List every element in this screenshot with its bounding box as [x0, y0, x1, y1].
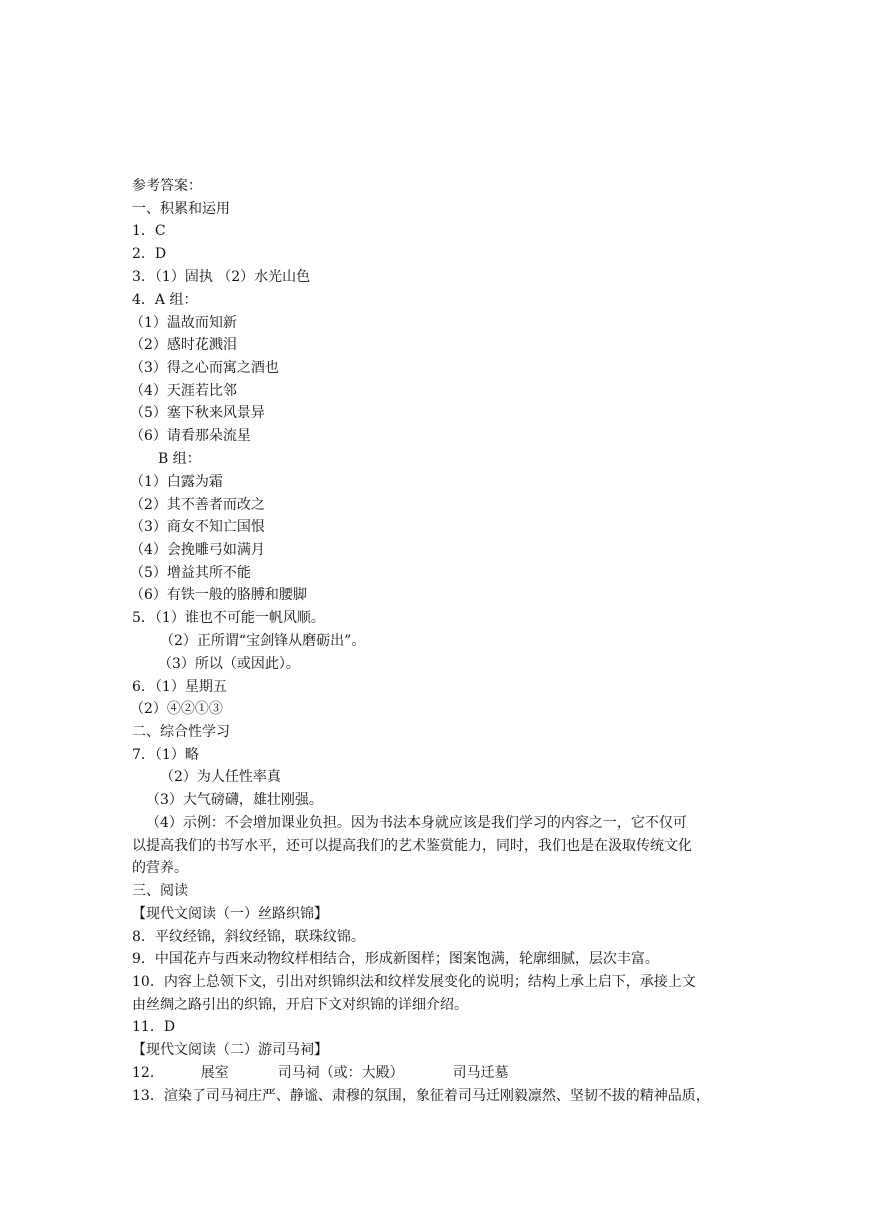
- section-2-title: 二、综合性学习: [132, 724, 230, 740]
- answer-7-4-line3: 的营养。: [132, 860, 188, 876]
- answer-7-1: 7．（1）略: [132, 747, 199, 763]
- answer-4b-4: （4）会挽雕弓如满月: [130, 542, 265, 558]
- answer-11: 11．D: [132, 1019, 176, 1035]
- answer-4b-1: （1）白露为霜: [130, 474, 223, 490]
- answer-12-number: 12．: [132, 1065, 164, 1081]
- answer-2: 2．D: [132, 246, 167, 262]
- answer-4b-heading: B 组：: [158, 451, 201, 467]
- answer-7-4-line1: （4）示例：不会增加课业负担。因为书法本身就应该是我们学习的内容之一，它不仅可: [146, 815, 687, 831]
- answer-3: 3．（1）固执 （2）水光山色: [132, 269, 311, 285]
- answer-5-3: （3）所以（或因此）。: [158, 656, 300, 672]
- answer-4a-6: （6）请看那朵流星: [130, 428, 251, 444]
- answer-12-item-3: 司马迁墓: [452, 1065, 509, 1081]
- answer-10-line1: 10．内容上总领下文，引出对织锦织法和纹样发展变化的说明；结构上承上启下，承接上文: [132, 974, 696, 990]
- answer-10-line2: 由丝绸之路引出的织锦，开启下文对织锦的详细介绍。: [132, 997, 468, 1013]
- answer-12-item-2: 司马祠（或：大殿）: [277, 1065, 404, 1081]
- answer-6-1: 6．（1）星期五: [132, 679, 227, 695]
- answer-4a-4: （4）天涯若比邻: [130, 383, 237, 399]
- reading-1-title: 【现代文阅读（一）丝路织锦】: [132, 906, 328, 922]
- answer-9: 9．中国花卉与西来动物纹样相结合，形成新图样；图案饱满，轮廓细腻，层次丰富。: [132, 951, 659, 967]
- answer-5-2: （2）正所谓“宝剑锋从磨砺出”。: [160, 633, 366, 649]
- answer-12-item-1: 展室: [200, 1065, 229, 1081]
- answer-4a-3: （3）得之心而寓之酒也: [130, 360, 279, 376]
- reading-2-title: 【现代文阅读（二）游司马祠】: [132, 1042, 328, 1058]
- answer-6-2: （2）④②①③: [130, 701, 223, 717]
- answer-7-2: （2）为人任性率真: [160, 769, 281, 785]
- answer-12: [132, 1062, 509, 1084]
- answer-heading: 参考答案：: [132, 178, 202, 194]
- answer-4b-2: （2）其不善者而改之: [130, 497, 265, 513]
- answer-13: 13．渲染了司马祠庄严、静谧、肃穆的氛围，象征着司马迁刚毅凛然、坚韧不拔的精神品质，: [132, 1088, 710, 1104]
- answer-4: 4．A 组：: [132, 292, 198, 308]
- answer-8: 8．平纹经锦，斜纹经锦，联珠纹锦。: [132, 929, 365, 945]
- answer-4b-5: （5）增益其所不能: [130, 565, 251, 581]
- answer-4a-1: （1）温故而知新: [130, 315, 237, 331]
- answer-1: 1．C: [132, 223, 166, 239]
- answer-5-1: 5．（1）谁也不可能一帆风顺。: [132, 610, 325, 626]
- answer-4a-5: （5）塞下秋来风景异: [130, 405, 265, 421]
- answer-7-3: （3）大气磅礴，雄壮刚强。: [146, 792, 323, 808]
- answer-4a-2: （2）感时花溅泪: [130, 337, 237, 353]
- answer-4b-6: （6）有铁一般的胳膊和腰脚: [130, 587, 307, 603]
- section-3-title: 三、阅读: [132, 883, 188, 899]
- section-1-title: 一、积累和运用: [132, 201, 230, 217]
- answer-7-4-line2: 以提高我们的书写水平，还可以提高我们的艺术鉴赏能力，同时，我们也是在汲取传统文化: [132, 838, 692, 854]
- answer-4b-3: （3）商女不知亡国恨: [130, 519, 265, 535]
